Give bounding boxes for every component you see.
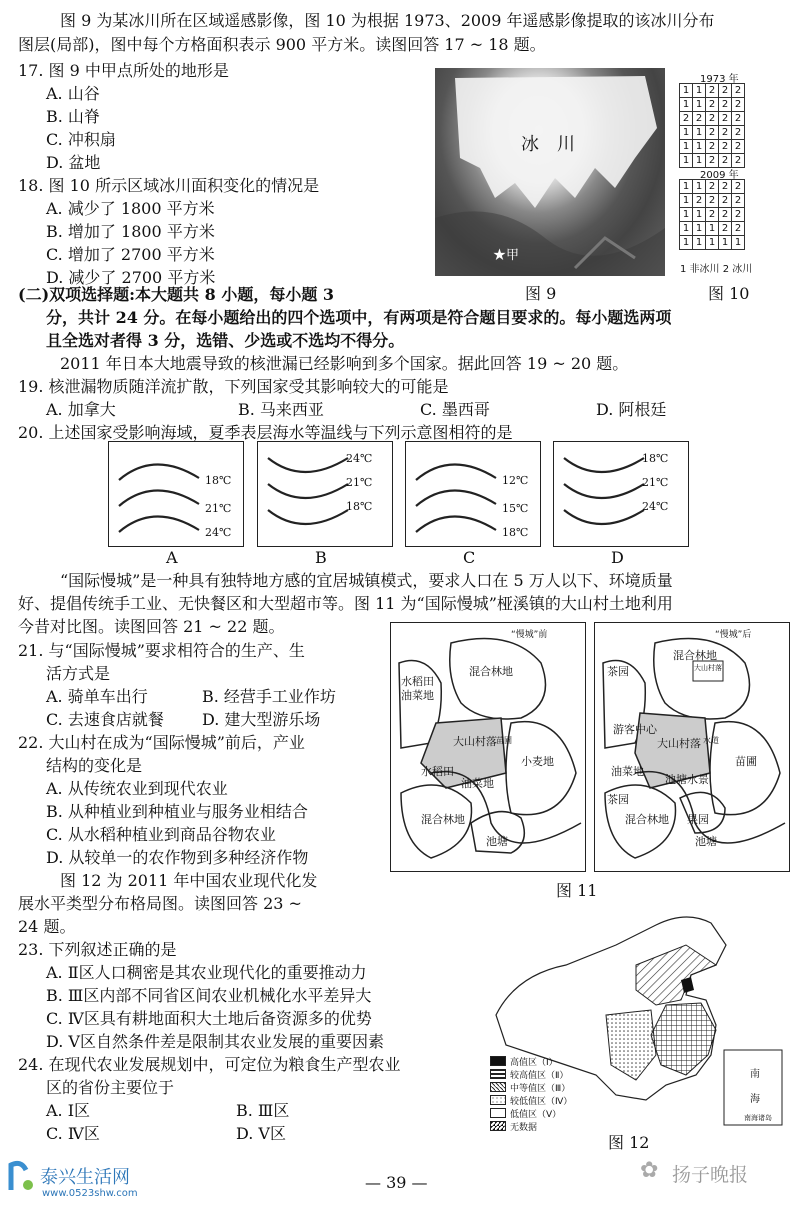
question-21-stem: 活方式是: [46, 664, 111, 683]
isotherm-label: 24℃: [642, 500, 669, 513]
intro-line: 24 题。: [18, 917, 76, 936]
grid-cell: 2: [706, 208, 719, 222]
q19-option[interactable]: D. 阿根廷: [596, 400, 667, 419]
grid-cell: 2: [732, 84, 745, 98]
isotherm-diagram[interactable]: [553, 441, 689, 547]
q23-option[interactable]: D. Ⅴ区自然条件差是限制其农业发展的重要因素: [46, 1032, 384, 1051]
point-jia-label: ★甲: [493, 248, 520, 263]
grid-cell: 1: [680, 98, 693, 112]
map-after-slow-city: [594, 622, 790, 872]
map-label: 混合林地: [673, 649, 717, 662]
grid-cell: 1: [693, 236, 706, 250]
legend-label: 低值区（Ⅴ）: [510, 1110, 562, 1120]
isotherm-option-letter[interactable]: A: [166, 548, 178, 567]
grid-cell: 2: [719, 112, 732, 126]
grid-cell: 1: [706, 222, 719, 236]
map-label: 池塘水景: [665, 773, 709, 786]
isotherm-label: 18℃: [346, 500, 373, 513]
q22-option[interactable]: D. 从较单一的农作物到多种经济作物: [46, 848, 309, 867]
legend-label: 无数据: [510, 1123, 538, 1133]
grid-cell: 2: [732, 154, 745, 168]
grid-cell: 2: [719, 194, 732, 208]
grid-cell: 1: [719, 236, 732, 250]
q22-option[interactable]: A. 从传统农业到现代农业: [46, 779, 228, 798]
section-instruction: 分，共计 24 分。在每小题给出的四个选项中，有两项是符合题目要求的。每小题选两项: [46, 308, 672, 327]
grid-row: [680, 194, 745, 208]
glacier-label: 冰 川: [521, 134, 575, 155]
figure-12-caption: 图 12: [608, 1133, 650, 1152]
grid-cell: 2: [680, 112, 693, 126]
map-label: 油菜地: [611, 765, 644, 778]
question-22-stem: 结构的变化是: [46, 756, 143, 775]
isotherm-label: 24℃: [205, 526, 232, 539]
isotherm-label: 24℃: [346, 452, 373, 465]
map-label: 茶园: [607, 793, 629, 806]
grid-cell: 1: [680, 126, 693, 140]
q23-option[interactable]: A. Ⅱ区人口稠密是其农业现代化的重要推动力: [46, 963, 367, 982]
grid-row: [680, 112, 745, 126]
grid-cell: 2: [706, 194, 719, 208]
legend-label: 较低值区（Ⅳ）: [510, 1097, 573, 1107]
grid-cell: 2: [732, 98, 745, 112]
grid-cell: 1: [680, 180, 693, 194]
grid-row: [680, 140, 745, 154]
map-title: “慢城”前: [511, 630, 548, 640]
grid-1973-title: 1973 年: [700, 74, 739, 85]
q19-option[interactable]: A. 加拿大: [46, 400, 116, 419]
q21-option[interactable]: A. 骑单车出行: [46, 687, 148, 706]
grid-cell: 2: [719, 140, 732, 154]
grid-cell: 2: [732, 208, 745, 222]
grid-1973: [679, 83, 745, 168]
grid-cell: 2: [706, 154, 719, 168]
glacier-satellite-image: [435, 68, 665, 276]
grid-cell: 2: [719, 126, 732, 140]
grid-cell: 1: [693, 140, 706, 154]
intro-line: 好、提倡传统手工业、无快餐区和大型超市等。图 11 为“国际慢城”桠溪镇的大山村土地利用: [18, 594, 673, 613]
map-title: “慢城”后: [715, 630, 752, 640]
map-label: 油菜地: [401, 689, 434, 702]
question-24-stem: 区的省份主要位于: [46, 1078, 175, 1097]
grid-legend: 1 非冰川 2 冰川: [680, 264, 753, 275]
question-22-stem: 22. 大山村在成为“国际慢城”前后，产业: [18, 733, 305, 752]
map-label: 水道: [703, 736, 719, 745]
map-label: 混合林地: [625, 813, 669, 826]
grid-cell: 1: [680, 194, 693, 208]
map-label: 油菜地: [461, 777, 494, 790]
question-23-stem: 23. 下列叙述正确的是: [18, 940, 177, 959]
grid-cell: 1: [693, 126, 706, 140]
question-21-stem: 21. 与“国际慢城”要求相符合的生产、生: [18, 641, 305, 660]
grid-row: [680, 180, 745, 194]
q17-option[interactable]: B. 山脊: [46, 107, 100, 126]
site-logo-icon: [6, 1155, 36, 1195]
map-label: 苗圃: [496, 736, 512, 745]
grid-cell: 1: [693, 208, 706, 222]
q17-option[interactable]: C. 冲积扇: [46, 130, 116, 149]
grid-row: [680, 208, 745, 222]
q18-option[interactable]: B. 增加了 1800 平方米: [46, 222, 215, 241]
map-label: 大山村落: [657, 737, 701, 750]
isotherm-label: 21℃: [642, 476, 669, 489]
intro-line: 图 12 为 2011 年中国农业现代化发: [60, 871, 318, 890]
q19-option[interactable]: B. 马来西亚: [238, 400, 324, 419]
question-24-stem: 24. 在现代农业发展规划中，可定位为粮食生产型农业: [18, 1055, 401, 1074]
legend-label: 中等值区（Ⅲ）: [510, 1084, 571, 1094]
grid-cell: 1: [693, 180, 706, 194]
site-url[interactable]: www.0523shw.com: [42, 1188, 138, 1199]
grid-cell: 2: [732, 180, 745, 194]
map-label: 苗圃: [735, 755, 757, 768]
isotherm-diagram[interactable]: [405, 441, 541, 547]
grid-row: [680, 236, 745, 250]
q23-option[interactable]: B. Ⅲ区内部不同省区间农业机械化水平差异大: [46, 986, 372, 1005]
grid-cell: 2: [706, 112, 719, 126]
figure-10-caption: 图 10: [708, 284, 750, 303]
isotherm-option-letter[interactable]: C: [463, 548, 476, 567]
grid-cell: 2: [732, 140, 745, 154]
intro-line: 今昔对比图。读图回答 21 ~ 22 题。: [18, 617, 285, 636]
isotherm-label: 12℃: [502, 474, 529, 487]
isotherm-label: 18℃: [502, 526, 529, 539]
question-17-stem: 17. 图 9 中甲点所处的地形是: [18, 61, 229, 80]
grid-cell: 2: [693, 112, 706, 126]
question-20-stem: 20. 上述国家受影响海域，夏季表层海水等温线与下列示意图相符的是: [18, 423, 513, 442]
figure-9-caption: 图 9: [525, 284, 557, 303]
isotherm-label: 21℃: [346, 476, 373, 489]
grid-cell: 1: [680, 154, 693, 168]
wechat-icon: ✿: [640, 1158, 659, 1183]
q22-option[interactable]: B. 从种植业到种植业与服务业相结合: [46, 802, 308, 821]
intro-line: 图 9 为某冰川所在区域遥感影像，图 10 为根据 1973、2009 年遥感影像提取的该冰川分布: [60, 11, 715, 30]
grid-cell: 2: [732, 194, 745, 208]
map-label: 果园: [687, 813, 709, 826]
map-label: 大山村落: [694, 664, 722, 672]
intro-line: 2011 年日本大地震导致的核泄漏已经影响到多个国家。据此回答 19 ~ 20 题。: [60, 354, 629, 373]
grid-2009-title: 2009 年: [700, 170, 739, 181]
grid-cell: 1: [680, 222, 693, 236]
grid-cell: 2: [719, 222, 732, 236]
grid-row: [680, 98, 745, 112]
inset-label: 南海诸岛: [744, 1114, 772, 1122]
grid-cell: 2: [706, 126, 719, 140]
q18-option[interactable]: D. 减少了 2700 平方米: [46, 268, 216, 287]
isotherm-diagram[interactable]: [108, 441, 244, 547]
grid-2009: [679, 179, 745, 250]
figure-11-caption: 图 11: [556, 881, 598, 900]
grid-row: [680, 222, 745, 236]
q24-option[interactable]: C. Ⅳ区: [46, 1124, 100, 1143]
map-label: 茶园: [607, 665, 629, 678]
grid-cell: 1: [693, 154, 706, 168]
intro-line: 展水平类型分布格局图。读图回答 23 ~: [18, 894, 302, 913]
grid-cell: 2: [706, 84, 719, 98]
grid-cell: 2: [732, 112, 745, 126]
isotherm-label: 18℃: [205, 474, 232, 487]
q21-option[interactable]: C. 去速食店就餐: [46, 710, 164, 729]
isotherm-option-letter[interactable]: D: [611, 548, 624, 567]
grid-cell: 1: [732, 236, 745, 250]
q19-option[interactable]: C. 墨西哥: [420, 400, 490, 419]
q23-option[interactable]: C. Ⅳ区具有耕地面积大土地后备资源多的优势: [46, 1009, 372, 1028]
q18-option[interactable]: A. 减少了 1800 平方米: [46, 199, 215, 218]
site-logo-text: 泰兴生活网: [40, 1167, 130, 1188]
inset-label: 南: [750, 1069, 760, 1080]
grid-cell: 2: [706, 98, 719, 112]
q21-option[interactable]: D. 建大型游乐场: [202, 710, 321, 729]
grid-cell: 1: [706, 236, 719, 250]
legend-label: 高值区（Ⅰ）: [510, 1058, 558, 1068]
legend-swatch: [490, 1121, 506, 1131]
map-label: 小麦地: [521, 755, 554, 768]
isotherm-label: 18℃: [642, 452, 669, 465]
section-heading: (二)双项选择题:本大题共 8 小题，每小题 3: [18, 285, 335, 304]
grid-cell: 2: [719, 98, 732, 112]
isotherm-diagram[interactable]: [257, 441, 393, 547]
inset-label: 海: [750, 1094, 760, 1105]
isotherm-label: 15℃: [502, 502, 529, 515]
map-label: 池塘: [695, 835, 717, 848]
q17-option[interactable]: A. 山谷: [46, 84, 100, 103]
grid-row: [680, 84, 745, 98]
grid-cell: 1: [693, 222, 706, 236]
map-label: 大山村落: [453, 735, 497, 748]
isotherm-label: 21℃: [205, 502, 232, 515]
grid-cell: 2: [732, 222, 745, 236]
grid-cell: 2: [719, 208, 732, 222]
q18-option[interactable]: C. 增加了 2700 平方米: [46, 245, 215, 264]
grid-cell: 2: [706, 140, 719, 154]
q21-option[interactable]: B. 经营手工业作坊: [202, 687, 336, 706]
map-label: 混合林地: [421, 813, 465, 826]
legend-item: [490, 1115, 537, 1134]
legend-label: 较高值区（Ⅱ）: [510, 1071, 569, 1081]
intro-line: “国际慢城”是一种具有独特地方感的宜居城镇模式，要求人口在 5 万人以下、环境质量: [60, 571, 673, 590]
intro-line: 图层(局部)，图中每个方格面积表示 900 平方米。读图回答 17 ~ 18 题。: [18, 35, 546, 54]
map-label: 水稻田: [421, 765, 454, 778]
isotherm-option-letter[interactable]: B: [315, 548, 327, 567]
grid-row: [680, 126, 745, 140]
map-label: 水稻田: [401, 675, 434, 688]
grid-cell: 1: [680, 84, 693, 98]
q24-option[interactable]: A. Ⅰ区: [46, 1101, 91, 1120]
grid-cell: 1: [680, 236, 693, 250]
section-instruction: 且全选对者得 3 分，选错、少选或不选均不得分。: [46, 331, 405, 350]
grid-cell: 1: [680, 140, 693, 154]
q17-option[interactable]: D. 盆地: [46, 153, 101, 172]
map-before-slow-city: [390, 622, 586, 872]
q24-option[interactable]: B. Ⅲ区: [236, 1101, 290, 1120]
grid-cell: 1: [693, 98, 706, 112]
grid-cell: 2: [719, 84, 732, 98]
q22-option[interactable]: C. 从水稻种植业到商品谷物农业: [46, 825, 276, 844]
question-19-stem: 19. 核泄漏物质随洋流扩散，下列国家受其影响较大的可能是: [18, 377, 449, 396]
grid-cell: 2: [732, 126, 745, 140]
grid-cell: 1: [680, 208, 693, 222]
grid-cell: 2: [719, 180, 732, 194]
question-18-stem: 18. 图 10 所示区域冰川面积变化的情况是: [18, 176, 320, 195]
grid-cell: 2: [706, 180, 719, 194]
map-label: 游客中心: [613, 723, 657, 736]
grid-cell: 2: [693, 194, 706, 208]
map-label: 池塘: [486, 835, 508, 848]
grid-cell: 2: [719, 154, 732, 168]
map-label: 混合林地: [469, 665, 513, 678]
newspaper-logo: 扬子晚报: [672, 1164, 749, 1186]
grid-cell: 1: [693, 84, 706, 98]
q24-option[interactable]: D. Ⅴ区: [236, 1124, 286, 1143]
page-number: — 39 —: [365, 1173, 428, 1192]
